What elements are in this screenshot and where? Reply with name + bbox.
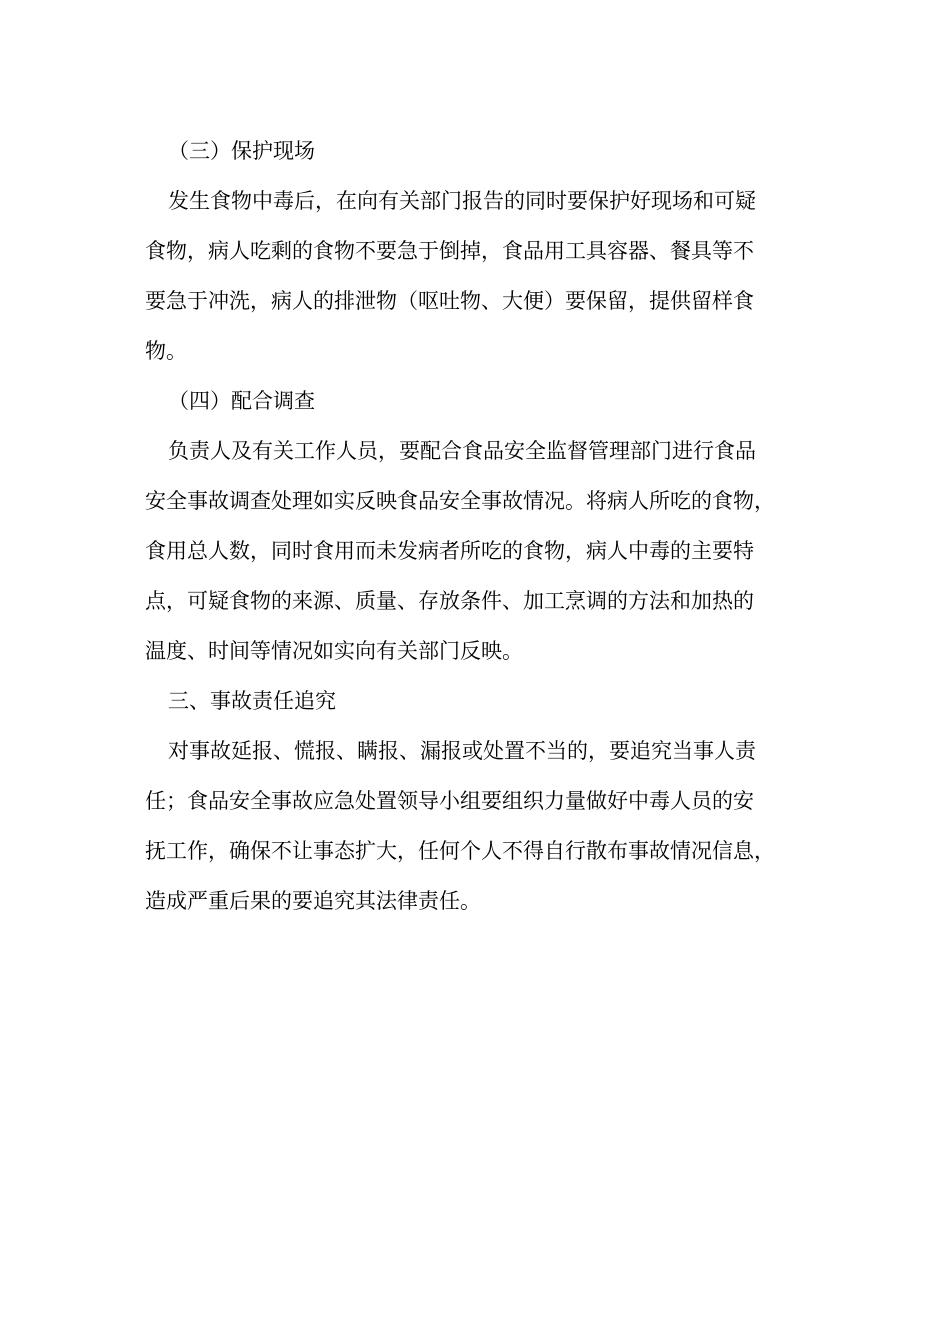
paragraph-line: 负责人及有关工作人员，要配合食品安全监督管理部门进行食品	[168, 439, 756, 463]
section-heading-cooperate-investigation: （四）配合调查	[168, 389, 315, 413]
paragraph-line: 温度、时间等情况如实向有关部门反映。	[145, 639, 523, 663]
paragraph-protect-scene	[145, 176, 800, 376]
paragraph-line: 发生食物中毒后，在向有关部门报告的同时要保护好现场和可疑	[168, 189, 756, 213]
paragraph-line: 造成严重后果的要追究其法律责任。	[145, 889, 481, 913]
paragraph-accountability	[145, 726, 800, 926]
paragraph-line: 任；食品安全事故应急处置领导小组要组织力量做好中毒人员的安	[145, 789, 754, 813]
paragraph-cooperate-investigation	[145, 426, 800, 676]
paragraph-line: 安全事故调查处理如实反映食品安全事故情况。将病人所吃的食物，	[145, 489, 775, 513]
paragraph-line: 食物，病人吃剩的食物不要急于倒掉，食品用工具容器、餐具等不	[145, 239, 754, 263]
paragraph-line: 点，可疑食物的来源、质量、存放条件、加工烹调的方法和加热的	[145, 589, 754, 613]
paragraph-line: 抚工作，确保不让事态扩大，任何个人不得自行散布事故情况信息，	[145, 839, 775, 863]
paragraph-line: 对事故延报、慌报、瞒报、漏报或处置不当的，要追究当事人责	[168, 739, 756, 763]
paragraph-line: 要急于冲洗，病人的排泄物（呕吐物、大便）要保留，提供留样食	[145, 289, 754, 313]
paragraph-line: 物。	[145, 339, 187, 363]
section-heading-accountability: 三、事故责任追究	[168, 689, 336, 713]
paragraph-line: 食用总人数，同时食用而未发病者所吃的食物，病人中毒的主要特	[145, 539, 754, 563]
section-heading-protect-scene: （三）保护现场	[168, 139, 315, 163]
